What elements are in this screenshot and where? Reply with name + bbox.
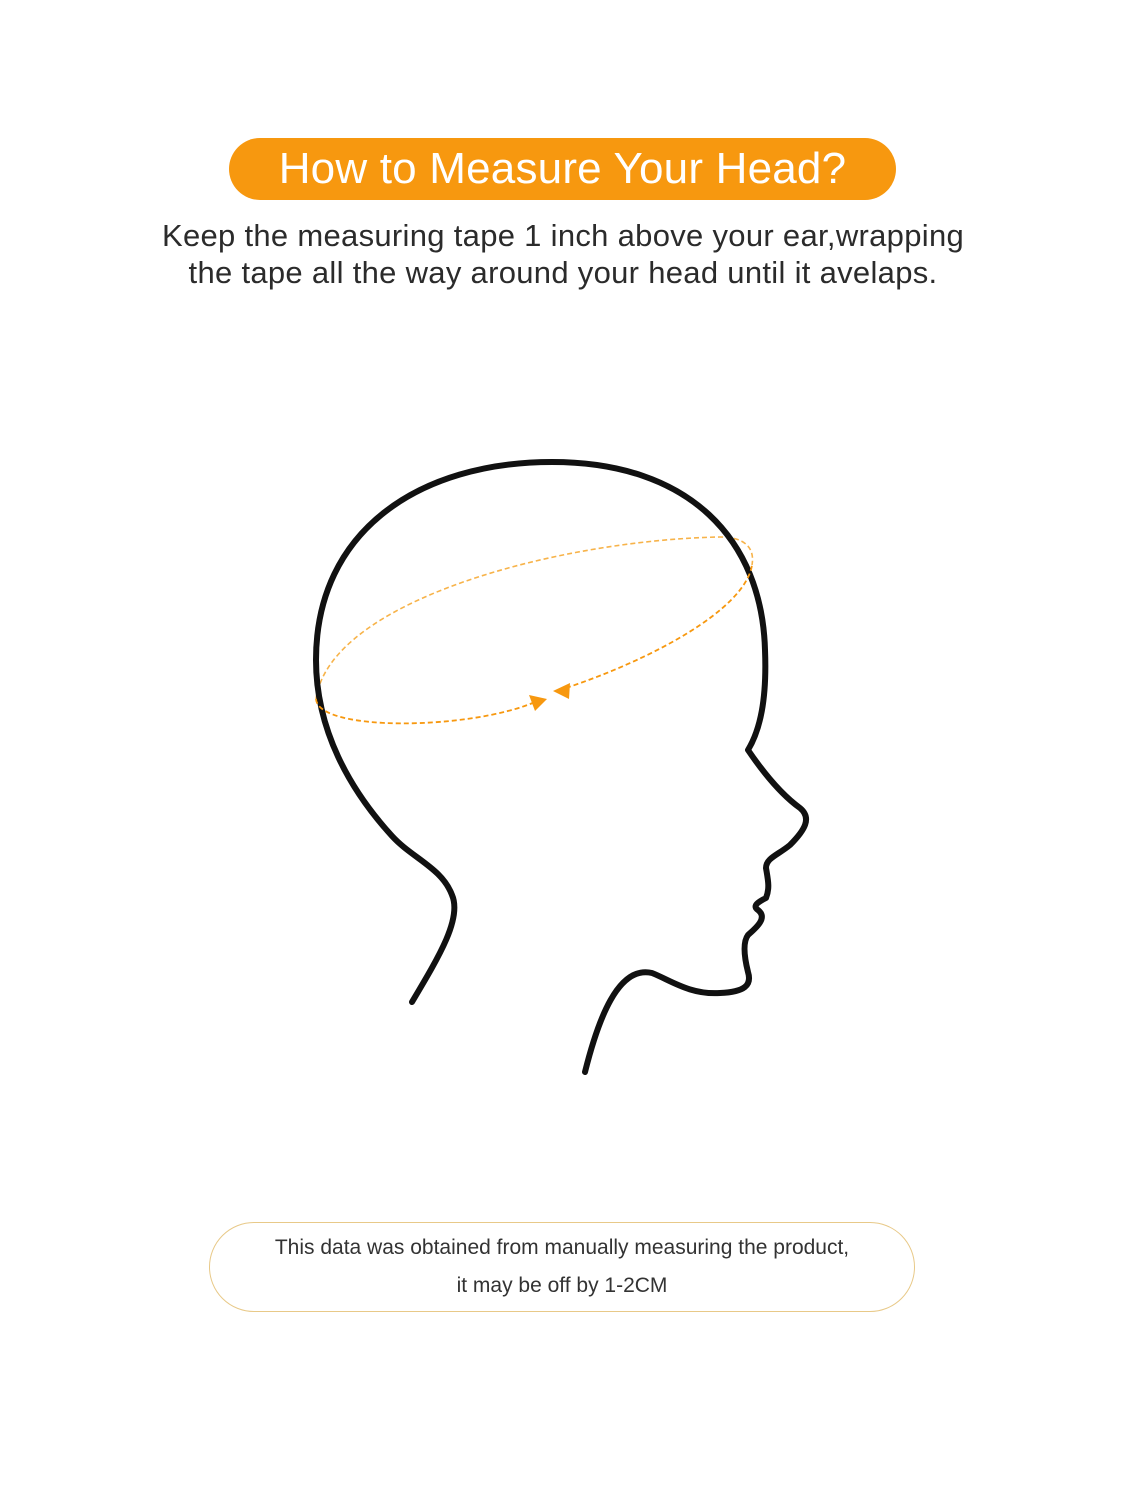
- page-title: How to Measure Your Head?: [278, 144, 847, 193]
- tape-arrow-left-icon: [553, 683, 570, 699]
- instruction-line-2: the tape all the way around your head until it avelaps.: [188, 255, 938, 290]
- instruction-line-1: Keep the measuring tape 1 inch above your ear,wrapping: [161, 218, 965, 253]
- note-line-1: This data was obtained from manually measuring the product,: [274, 1236, 850, 1259]
- tape-back-path: [316, 537, 753, 699]
- tape-front-path-right: [566, 565, 752, 688]
- head-outline: [316, 462, 806, 1072]
- disclaimer-note: [209, 1222, 915, 1312]
- note-line-2: it may be off by 1-2CM: [456, 1274, 668, 1297]
- tape-front-path: [316, 699, 535, 723]
